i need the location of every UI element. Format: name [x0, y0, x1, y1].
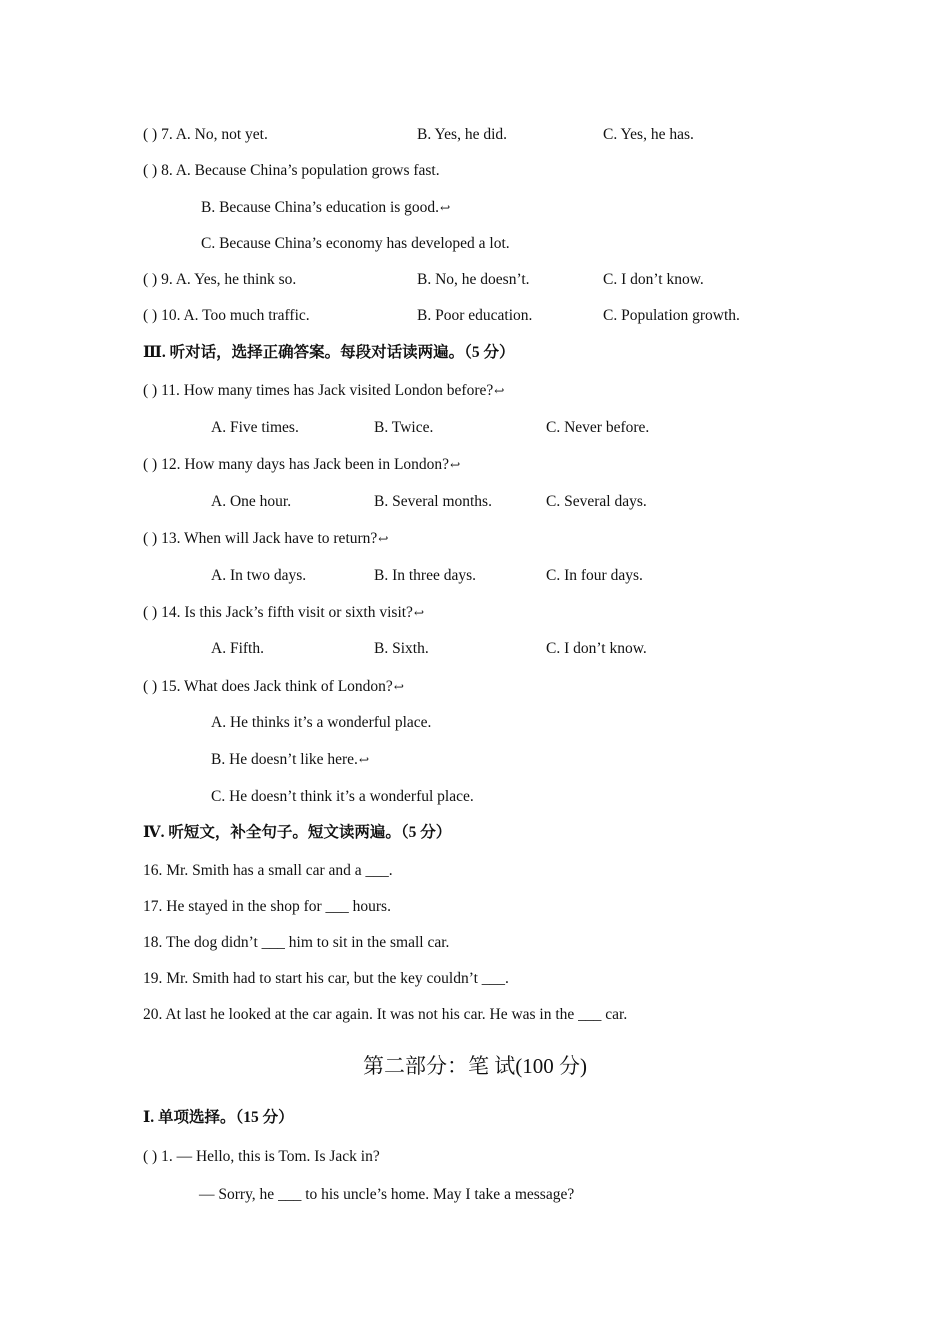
q8-option-c: C. Because China’s economy has developed a lot.	[201, 235, 510, 252]
q15-question: ( ) 15. What does Jack think of London?↩	[143, 678, 404, 695]
q8-option-a: ( ) 8. A. Because China’s population grows fast.	[143, 162, 440, 179]
q10-option-b: B. Poor education.	[417, 307, 533, 324]
q12-option-c: C. Several days.	[546, 493, 647, 510]
sentence-19: 19. Mr. Smith had to start his car, but the key couldn’t ___.	[143, 970, 509, 987]
q9-option-b: B. No, he doesn’t.	[417, 271, 530, 288]
q8-option-b: B. Because China’s education is good.↩	[201, 199, 451, 216]
q15-option-a: A. He thinks it’s a wonderful place.	[211, 714, 432, 731]
return-mark-icon: ↩	[494, 384, 505, 398]
q11-option-a: A. Five times.	[211, 419, 299, 436]
return-mark-icon: ↩	[450, 458, 461, 472]
q13-option-c: C. In four days.	[546, 567, 643, 584]
q11-option-b: B. Twice.	[374, 419, 434, 436]
q12-question: ( ) 12. How many days has Jack been in London?↩	[143, 456, 461, 473]
section-4-heading: Ⅳ. 听短文，补全句子。短文读两遍。（5 分）	[143, 824, 452, 841]
q15-option-c: C. He doesn’t think it’s a wonderful place.	[211, 788, 474, 805]
q11-question: ( ) 11. How many times has Jack visited London before?↩	[143, 382, 505, 399]
q13-option-a: A. In two days.	[211, 567, 307, 584]
return-mark-icon: ↩	[413, 606, 425, 620]
sentence-16: 16. Mr. Smith has a small car and a ___.	[143, 862, 393, 879]
return-mark-icon: ↩	[378, 532, 389, 546]
q11-option-c: C. Never before.	[546, 419, 650, 436]
part-2-section-1-heading: Ⅰ. 单项选择。（15 分）	[143, 1109, 294, 1126]
q14-option-b: B. Sixth.	[374, 640, 429, 657]
q7-option-c: C. Yes, he has.	[603, 126, 694, 143]
q12-option-a: A. One hour.	[211, 493, 292, 510]
sentence-20: 20. At last he looked at the car again. It was not his car. He was in the ___ car.	[143, 1006, 628, 1023]
q7-option-a: ( ) 7. A. No, not yet.	[143, 126, 268, 143]
return-mark-icon: ↩	[440, 201, 451, 215]
q10-option-a: ( ) 10. A. Too much traffic.	[143, 307, 310, 324]
q7-option-b: B. Yes, he did.	[417, 126, 508, 143]
sentence-18: 18. The dog didn’t ___ him to sit in the small car.	[143, 934, 450, 951]
part-2-title: 第二部分：笔 试(100 分)	[363, 1054, 587, 1078]
q14-option-a: A. Fifth.	[211, 640, 264, 657]
q9-option-c: C. I don’t know.	[603, 271, 704, 288]
q13-question: ( ) 13. When will Jack have to return?↩	[143, 530, 389, 547]
q15-option-b: B. He doesn’t like here.↩	[211, 751, 369, 768]
q13-option-b: B. In three days.	[374, 567, 477, 584]
return-mark-icon: ↩	[393, 680, 404, 694]
section-3-heading: Ⅲ. 听对话，选择正确答案。每段对话读两遍。（5 分）	[143, 344, 515, 361]
q14-question: ( ) 14. Is this Jack’s fifth visit or sixth visit?↩	[143, 604, 425, 621]
mc-q1-line2: — Sorry, he ___ to his uncle’s home. May I take a message?	[199, 1186, 575, 1203]
q9-option-a: ( ) 9. A. Yes, he think so.	[143, 271, 297, 288]
q14-option-c: C. I don’t know.	[546, 640, 647, 657]
q12-option-b: B. Several months.	[374, 493, 492, 510]
return-mark-icon: ↩	[358, 753, 369, 767]
sentence-17: 17. He stayed in the shop for ___ hours.	[143, 898, 391, 915]
mc-q1-line1: ( ) 1. — Hello, this is Tom. Is Jack in?	[143, 1148, 380, 1165]
q10-option-c: C. Population growth.	[603, 307, 740, 324]
